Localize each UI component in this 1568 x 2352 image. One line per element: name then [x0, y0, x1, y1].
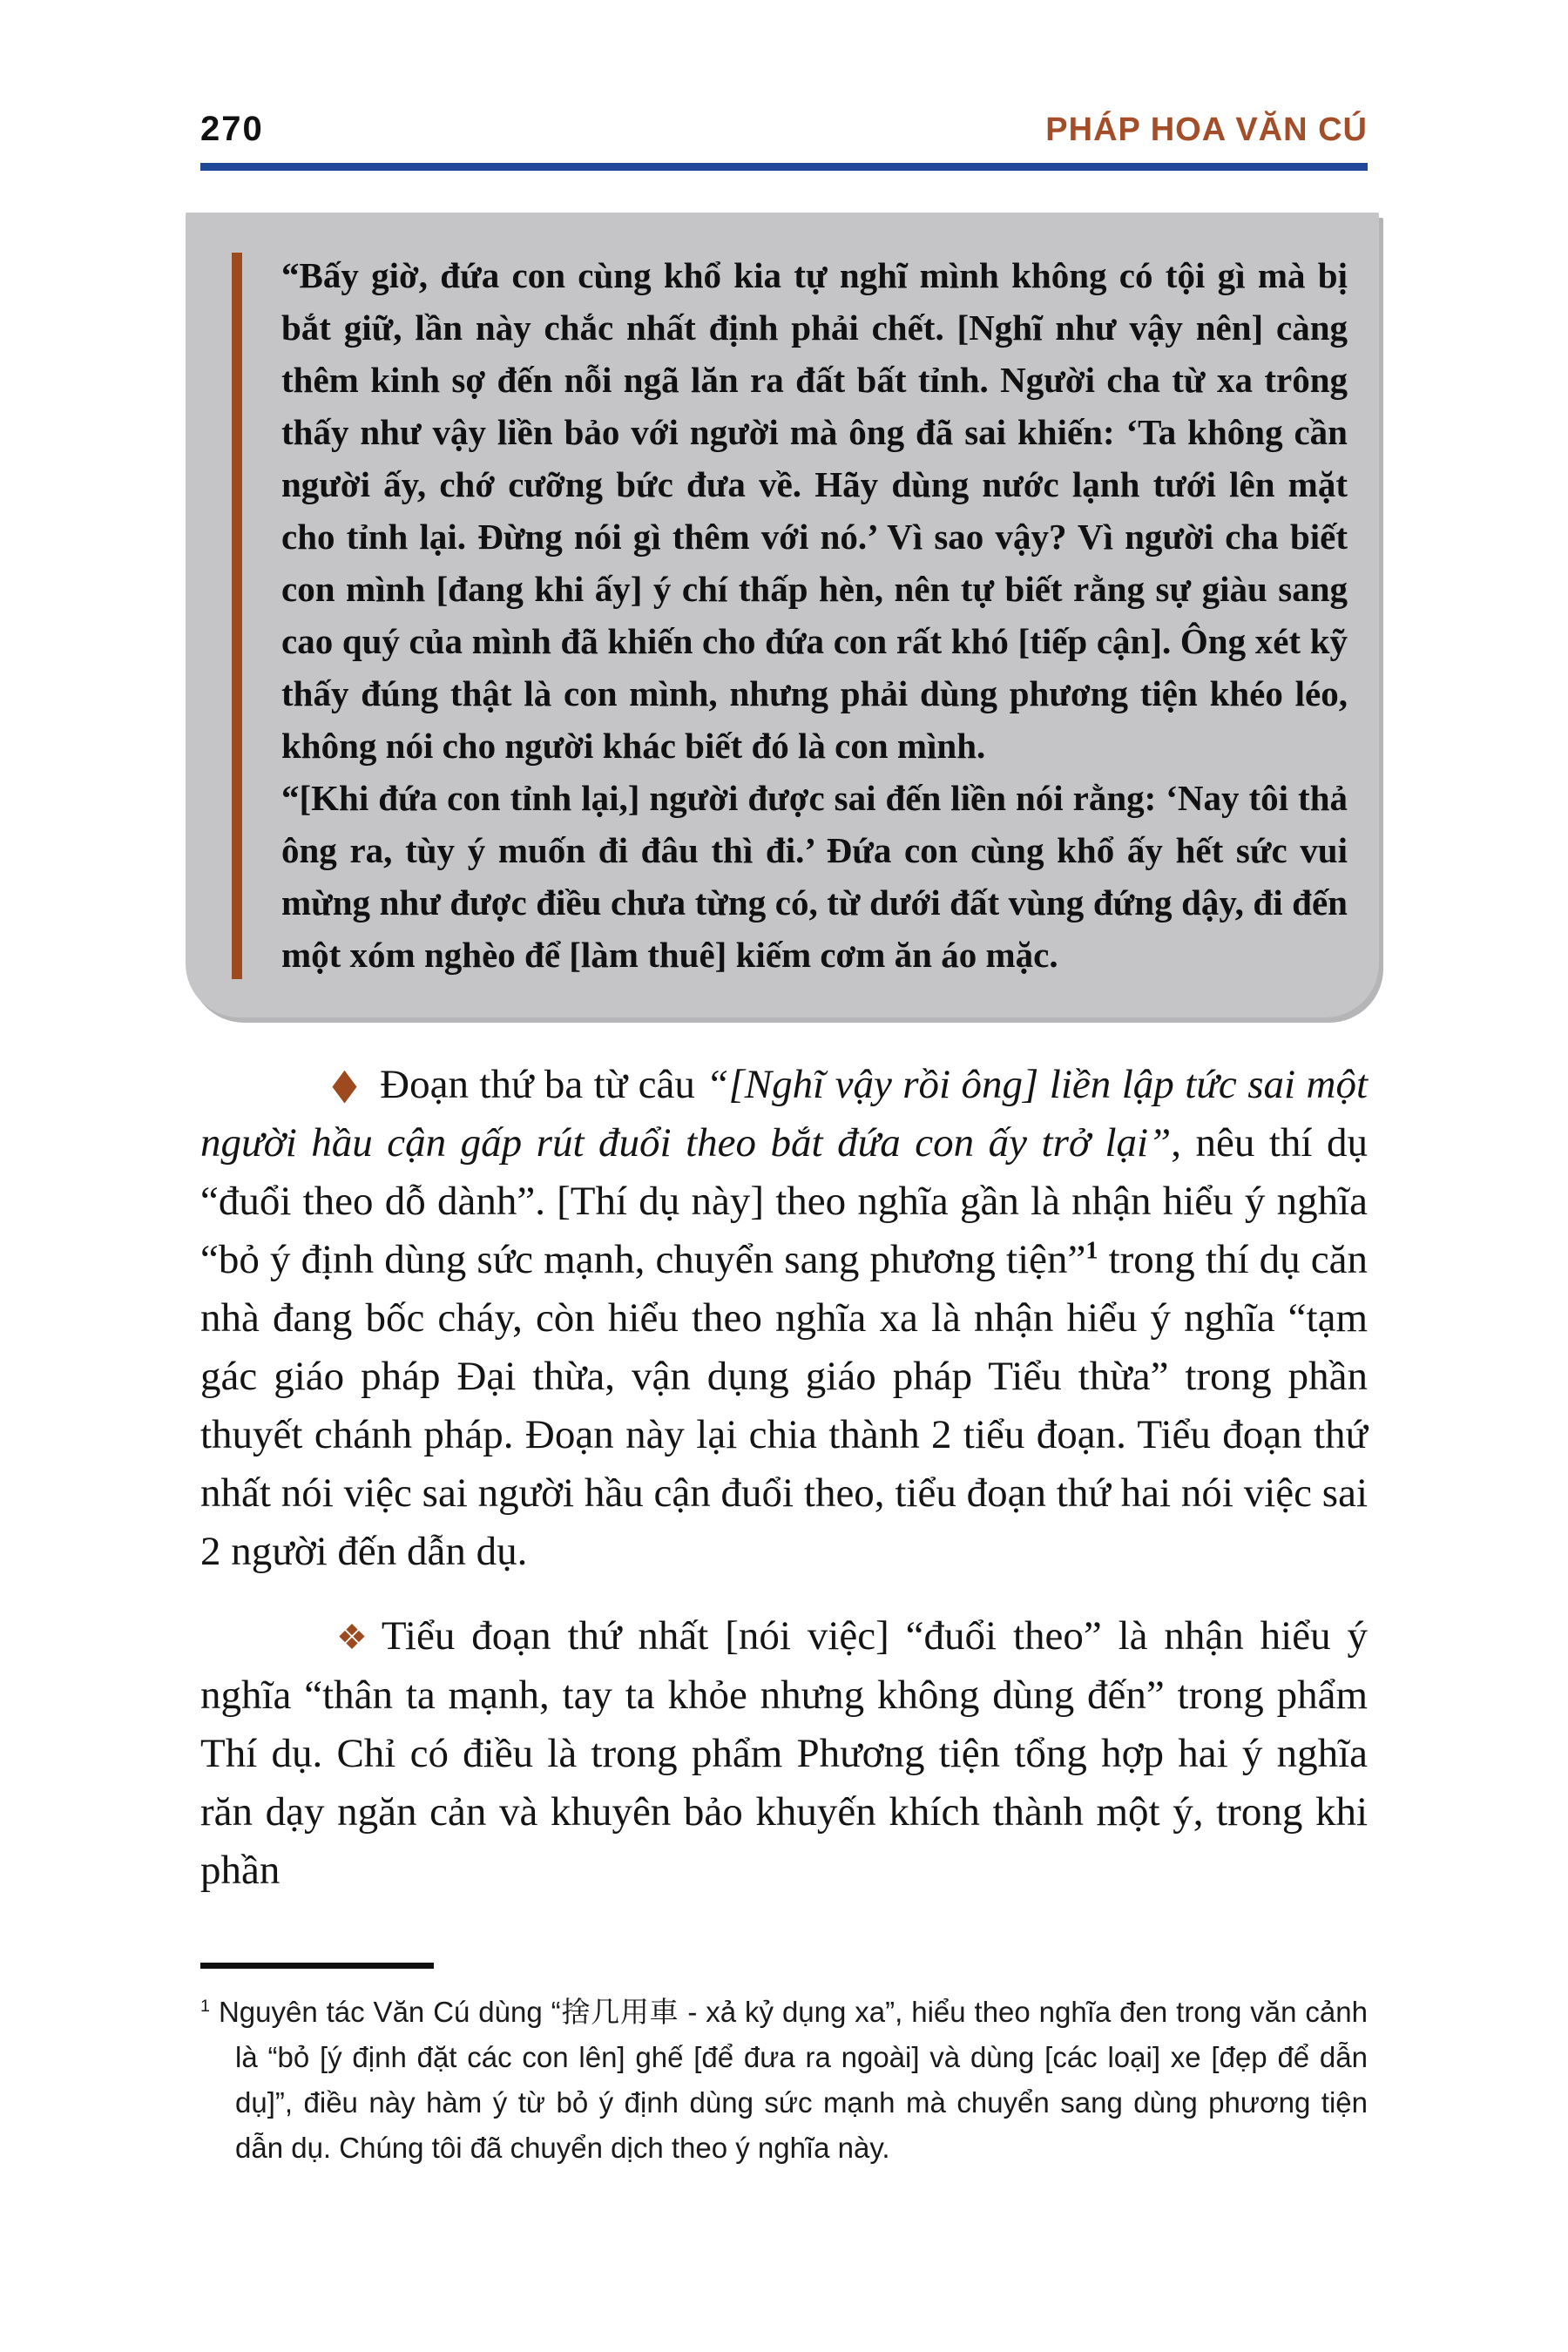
scripture-quote-block	[186, 213, 1379, 1017]
four-diamond-bullet-icon: ❖	[336, 1618, 368, 1657]
quote-paragraph: “Bấy giờ, đứa con cùng khổ kia tự nghĩ mình không có tội gì mà bị bắt giữ, lần này chắc nhất định phải chết. [Nghĩ như vậy nên] càng thêm kinh sợ đến nỗi ngã lăn ra đất bất tỉnh. Người cha từ xa trông thấy như vậy liền bảo với người mà ông đã sai khiến: ‘Ta không cần người ấy, chớ cưỡng bức đưa về. Hãy dùng nước lạnh tưới lên mặt cho tỉnh lại. Đừng nói gì thêm với nó.’ Vì sao vậy? Vì người cha biết con mình [đang khi ấy] ý chí thấp hèn, nên tự biết rằng sự giàu sang cao quý của mình đã khiến cho đứa con rất khó [tiếp cận]. Ông xét kỹ thấy đúng thật là con mình, nhưng phải dùng phương tiện khéo léo, không nói cho người khác biết đó là con mình.	[281, 255, 1348, 766]
running-title: PHÁP HOA VĂN CÚ	[1045, 112, 1368, 148]
paragraph-text: Đoạn thứ ba từ câu	[380, 1062, 706, 1107]
paragraph-text: , nêu thí dụ “đuổi theo dỗ dành”. [Thí dụ này] theo nghĩa gần là nhận hiểu ý nghĩa “bỏ ý định dùng sức mạnh, chuyển sang phương tiện”	[200, 1120, 1368, 1282]
paragraph-text: trong thí dụ căn nhà đang bốc cháy, còn hiểu theo nghĩa xa là nhận hiểu ý nghĩa “tạm gác giáo pháp Đại thừa, vận dụng giáo pháp Tiểu thừa” trong phần thuyết chánh pháp. Đoạn này lại chia thành 2 tiểu đoạn. Tiểu đoạn thứ nhất nói việc sai người hầu cận đuổi theo, tiểu đoạn thứ hai nói việc sai 2 người đến dẫn dụ.	[200, 1237, 1368, 1574]
footnote-separator-rule	[200, 1963, 434, 1969]
quoted-citation-italic: “[Nghĩ vậy rồi ông] liền lập tức sai một người hầu cận gấp rút đuổi theo bắt đứa con ấy trở lại”	[200, 1062, 1369, 1166]
footnote-text	[200, 1990, 1368, 2171]
diamond-bullet-icon: ◆	[332, 1060, 357, 1109]
footnote-section	[200, 1963, 1368, 2171]
footnote-number: 1	[200, 1997, 211, 2016]
quote-paragraph: “[Khi đứa con tỉnh lại,] người được sai đến liền nói rằng: ‘Nay tôi thả ông ra, tùy ý muốn đi đâu thì đi.’ Đứa con cùng khổ ấy hết sức vui mừng như được điều chưa từng có, từ dưới đất vùng đứng dậy, đi đến một xóm nghèo để [làm thuê] kiếm cơm ăn áo mặc.	[281, 778, 1348, 975]
quote-left-bar	[232, 253, 242, 979]
running-header	[200, 110, 1368, 149]
footnote-reference: 1	[1085, 1237, 1098, 1265]
commentary-paragraph-1	[200, 1056, 1368, 1581]
footnote-body: Nguyên tác Văn Cú dùng “捨几用車 - xả kỷ dụng xa”, hiểu theo nghĩa đen trong văn cảnh là “bỏ [ý định đặt các con lên] ghế [để đưa ra ngoài] và dùng [các loại] xe [đẹp để dẫn dụ]”, điều này hàm ý từ bỏ ý định dùng sức mạnh mà chuyển sang dùng phương tiện dẫn dụ. Chúng tôi đã chuyển dịch theo ý nghĩa này.	[210, 1996, 1368, 2164]
page-number: 270	[200, 110, 264, 148]
paragraph-text: Tiểu đoạn thứ nhất [nói việc] “đuổi theo” là nhận hiểu ý nghĩa “thân ta mạnh, tay ta khỏe nhưng không dùng đến” trong phẩm Thí dụ. Chỉ có điều là trong phẩm Phương tiện tổng hợp hai ý nghĩa răn dạy ngăn cản và khuyên bảo khuyến khích thành một ý, trong khi phần	[200, 1613, 1368, 1893]
header-rule	[200, 163, 1368, 171]
commentary-paragraph-2	[200, 1607, 1368, 1900]
